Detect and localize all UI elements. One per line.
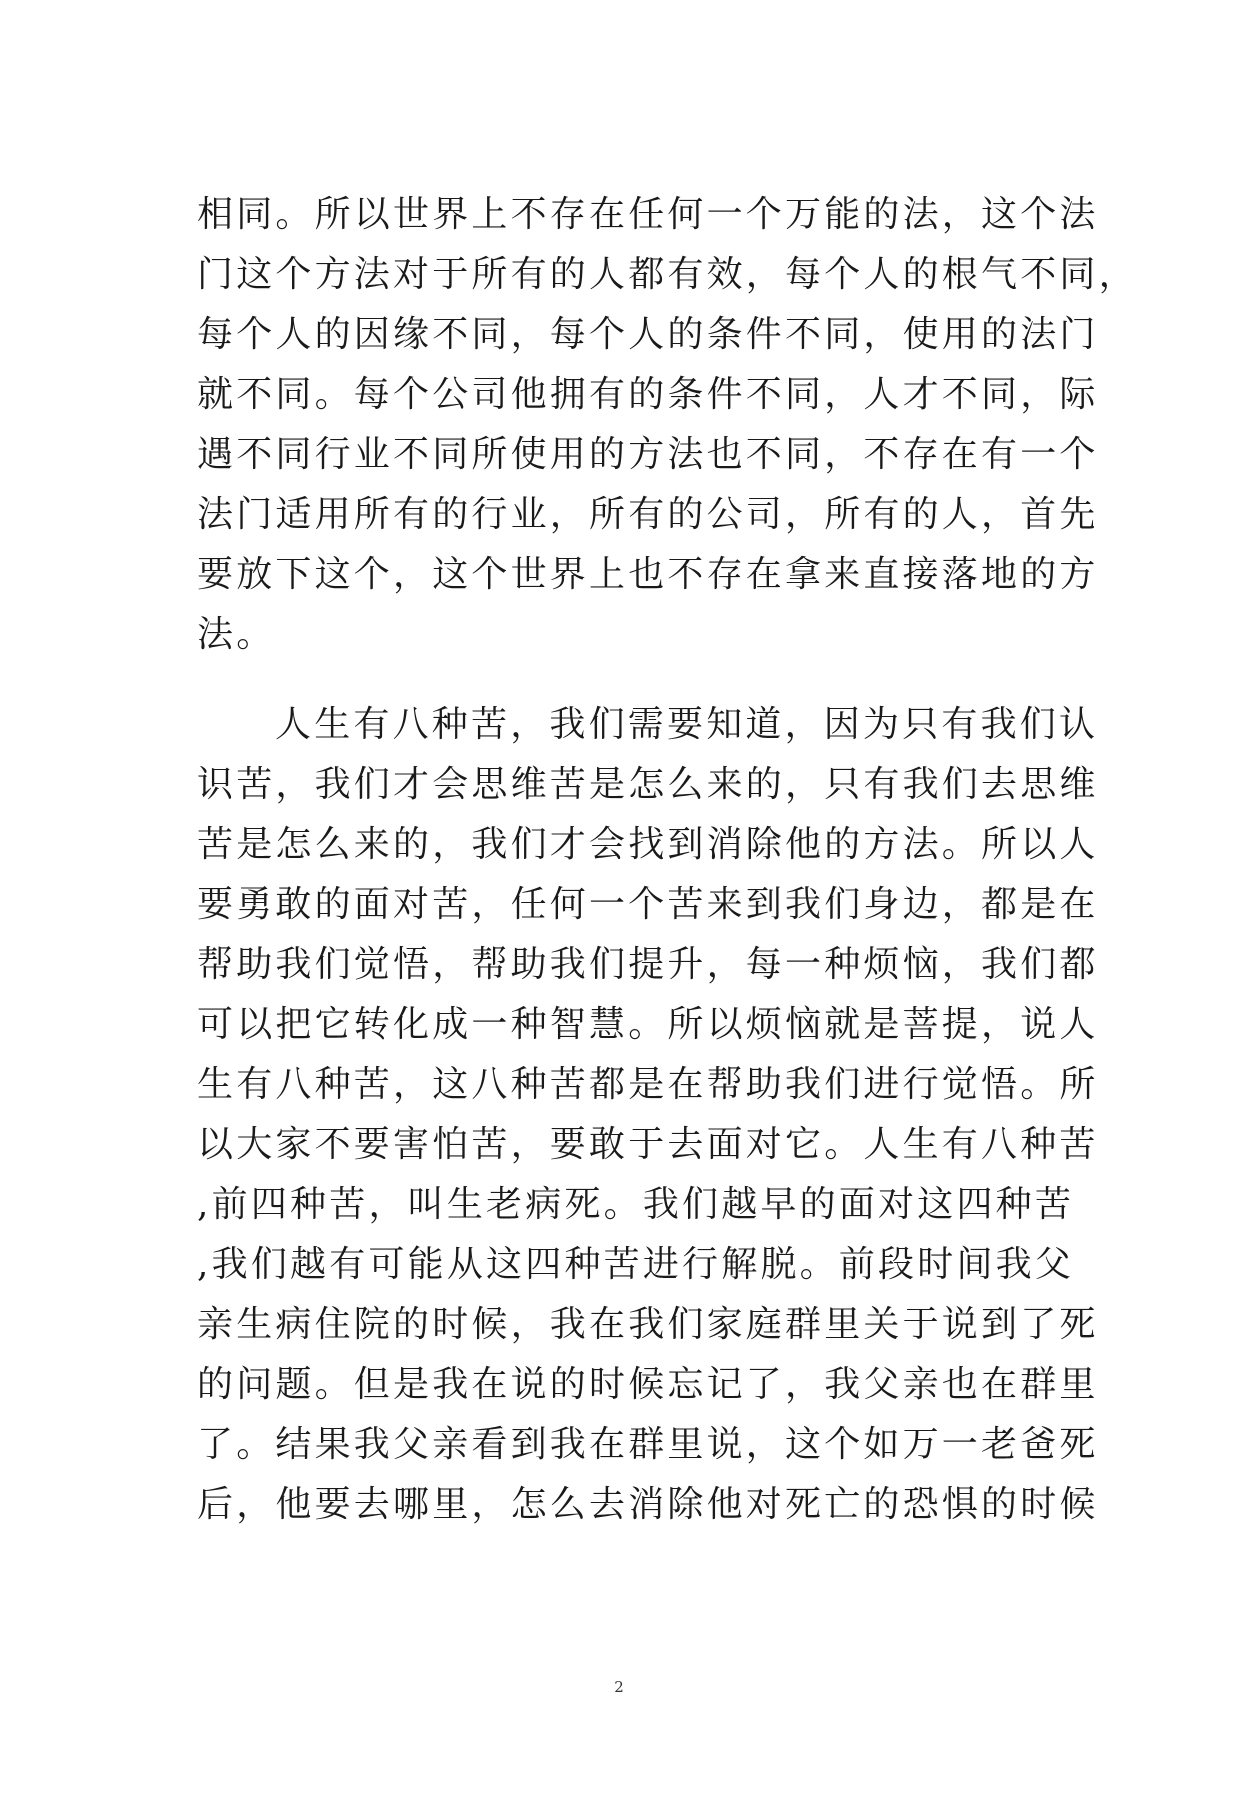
text-line: 后，他要去哪里，怎么去消除他对死亡的恐惧的时候 xyxy=(197,1484,1099,1525)
text-line: 的问题。但是我在说的时候忘记了，我父亲也在群里 xyxy=(197,1364,1099,1405)
text-line: ,我们越有可能从这四种苦进行解脱。前段时间我父 xyxy=(197,1244,1075,1285)
text-line: 遇不同行业不同所使用的方法也不同，不存在有一个 xyxy=(197,434,1099,475)
text-line: 要放下这个，这个世界上也不存在拿来直接落地的方 xyxy=(197,554,1099,595)
page-number: 2 xyxy=(614,1678,624,1696)
text-line: 相同。所以世界上不存在任何一个万能的法，这个法 xyxy=(197,194,1099,235)
text-line: 识苦，我们才会思维苦是怎么来的，只有我们去思维 xyxy=(197,764,1099,805)
text-line: 苦是怎么来的，我们才会找到消除他的方法。所以人 xyxy=(197,824,1099,865)
text-line: 要勇敢的面对苦，任何一个苦来到我们身边，都是在 xyxy=(197,884,1099,925)
text-line: 以大家不要害怕苦，要敢于去面对它。人生有八种苦 xyxy=(197,1124,1099,1165)
text-line: ,前四种苦，叫生老病死。我们越早的面对这四种苦 xyxy=(197,1184,1075,1225)
text-line: 门这个方法对于所有的人都有效，每个人的根气不同， xyxy=(197,254,1138,295)
paragraph-1 xyxy=(197,185,1138,665)
paragraph-2 xyxy=(197,695,1099,1535)
text-line: 可以把它转化成一种智慧。所以烦恼就是菩提，说人 xyxy=(197,1004,1099,1045)
text-line: 亲生病住院的时候，我在我们家庭群里关于说到了死 xyxy=(197,1304,1099,1345)
text-line: 每个人的因缘不同，每个人的条件不同，使用的法门 xyxy=(197,314,1099,355)
text-line: 帮助我们觉悟，帮助我们提升，每一种烦恼，我们都 xyxy=(197,944,1099,985)
text-line: 了。结果我父亲看到我在群里说，这个如万一老爸死 xyxy=(197,1424,1099,1465)
text-line-indented: 人生有八种苦，我们需要知道，因为只有我们认 xyxy=(275,704,1099,745)
text-line: 生有八种苦，这八种苦都是在帮助我们进行觉悟。所 xyxy=(197,1064,1099,1105)
text-line: 就不同。每个公司他拥有的条件不同，人才不同，际 xyxy=(197,374,1099,415)
text-line: 法。 xyxy=(197,614,276,655)
text-line: 法门适用所有的行业，所有的公司，所有的人，首先 xyxy=(197,494,1099,535)
